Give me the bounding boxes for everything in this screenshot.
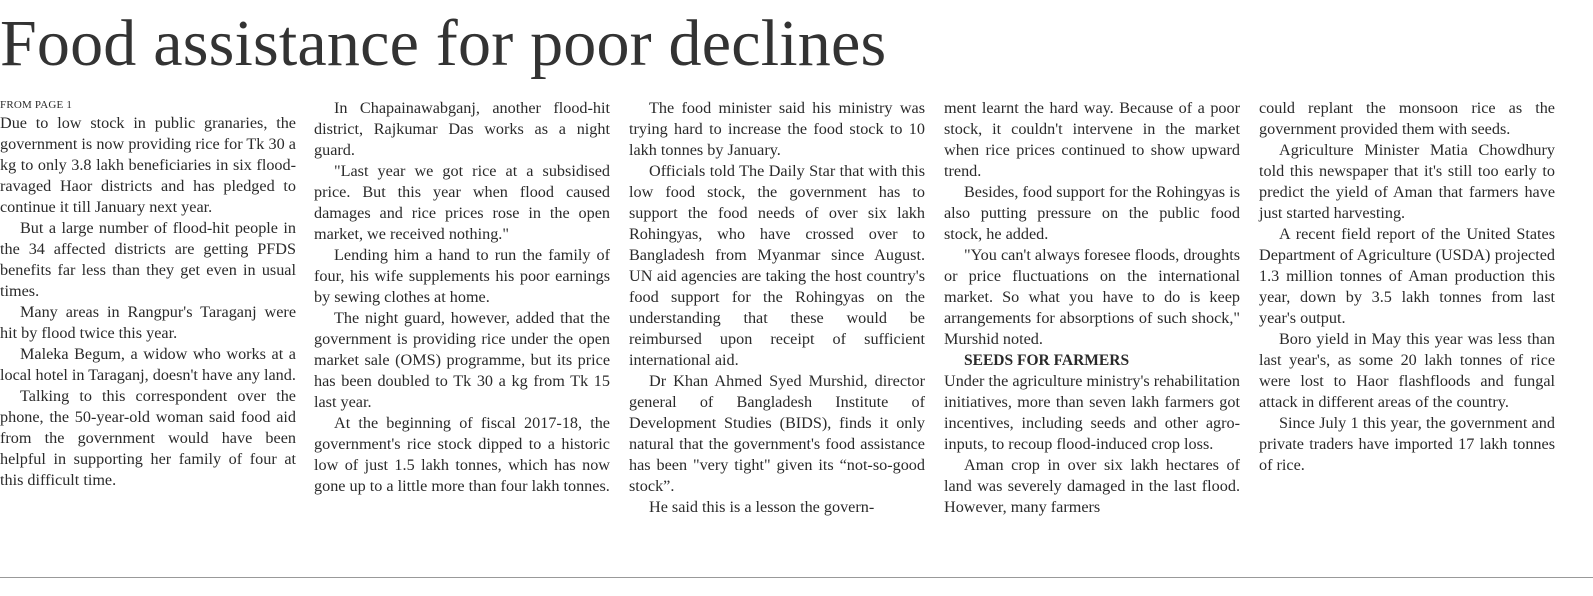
paragraph: Dr Khan Ahmed Syed Murshid, director general of Bangladesh Institute of Development Studies (BIDS), finds it only natural that the government's food assistance has been "very tight" given its “not-so-good stock”. <box>629 372 925 495</box>
paragraph: Maleka Begum, a widow who works at a local hotel in Taraganj, doesn't have any land. <box>0 345 296 384</box>
paragraph: Lending him a hand to run the family of four, his wife supplements his poor earnings by sewing clothes at home. <box>314 246 610 306</box>
article-column-5 <box>1259 98 1555 476</box>
kicker-from-page: FROM PAGE 1 <box>0 99 73 111</box>
paragraph: Agriculture Minister Matia Chowdhury told this newspaper that it's still too early to predict the yield of Aman that farmers have just started harvesting. <box>1259 141 1555 222</box>
paragraph: Since July 1 this year, the government and private traders have imported 17 lakh tonnes of rice. <box>1259 414 1555 474</box>
article-column-4 <box>944 98 1240 518</box>
paragraph: At the beginning of fiscal 2017-18, the government's rice stock dipped to a historic low of just 1.5 lakh tonnes, which has now gone up to a little more than four lakh tonnes. <box>314 414 610 495</box>
paragraph: Due to low stock in public granaries, the government is now providing rice for Tk 30 a kg to only 3.8 lakh beneficiaries in six flood-ravaged Haor districts and has pledged to continue it till January next year. <box>0 114 296 216</box>
paragraph: Boro yield in May this year was less than last year's, as some 20 lakh tonnes of rice were lost to Haor flashfloods and fungal attack in different areas of the country. <box>1259 330 1555 411</box>
paragraph: He said this is a lesson the govern- <box>649 498 875 516</box>
paragraph: "Last year we got rice at a subsidised price. But this year when flood caused damages and rice prices rose in the open market, we received nothing." <box>314 162 610 243</box>
paragraph: The night guard, however, added that the government is providing rice under the open market sale (OMS) programme, but its price has been doubled to Tk 30 a kg from Tk 15 last year. <box>314 309 610 411</box>
bottom-rule <box>0 577 1593 578</box>
article-column-2 <box>314 98 610 497</box>
paragraph-continuation: could replant the monsoon rice as the government provided them with seeds. <box>1259 99 1555 138</box>
paragraph: Aman crop in over six lakh hectares of land was severely damaged in the last flood. However, many farmers <box>944 456 1240 516</box>
paragraph-continuation: ment learnt the hard way. Because of a poor stock, it couldn't intervene in the market when rice prices continued to show upward trend. <box>944 99 1240 180</box>
article-column-3 <box>629 98 925 518</box>
paragraph: Besides, food support for the Rohingyas is also putting pressure on the public food stock, he added. <box>944 183 1240 243</box>
paragraph: A recent field report of the United States Department of Agriculture (USDA) projected 1.3 million tonnes of Aman production this year, down by 3.5 lakh tonnes from last year's output. <box>1259 225 1555 327</box>
paragraph: "You can't always foresee floods, droughts or price fluctuations on the international market. So what you have to do is keep arrangements for absorptions of such shock," Murshid noted. <box>944 246 1240 348</box>
paragraph: Many areas in Rangpur's Taraganj were hit by flood twice this year. <box>0 303 296 342</box>
paragraph: The food minister said his ministry was trying hard to increase the food stock to 10 lakh tonnes by January. <box>629 99 925 159</box>
subheading: SEEDS FOR FARMERS <box>964 352 1130 369</box>
headline: Food assistance for poor declines <box>0 7 887 80</box>
paragraph: Officials told The Daily Star that with this low food stock, the government has to support the food needs of over six lakh Rohingyas, who have crossed over to Bangladesh from Myanmar since August. UN aid agencies are taking the host country's food support for the Rohingyas on the understanding that these would be reimbursed upon receipt of sufficient international aid. <box>629 162 925 369</box>
paragraph: Under the agriculture ministry's rehabilitation initiatives, more than seven lakh farmers got incentives, including seeds and other agro-inputs, to recoup flood-induced crop loss. <box>944 372 1241 453</box>
paragraph: But a large number of flood-hit people in the 34 affected districts are getting PFDS benefits far less than they get even in usual times. <box>0 219 296 300</box>
paragraph: In Chapainawabganj, another flood-hit district, Rajkumar Das works as a night guard. <box>314 99 610 159</box>
article-column-1 <box>0 98 296 491</box>
paragraph: Talking to this correspondent over the phone, the 50-year-old woman said food aid from the government would have been helpful in supporting her family of four at this difficult time. <box>0 387 296 489</box>
